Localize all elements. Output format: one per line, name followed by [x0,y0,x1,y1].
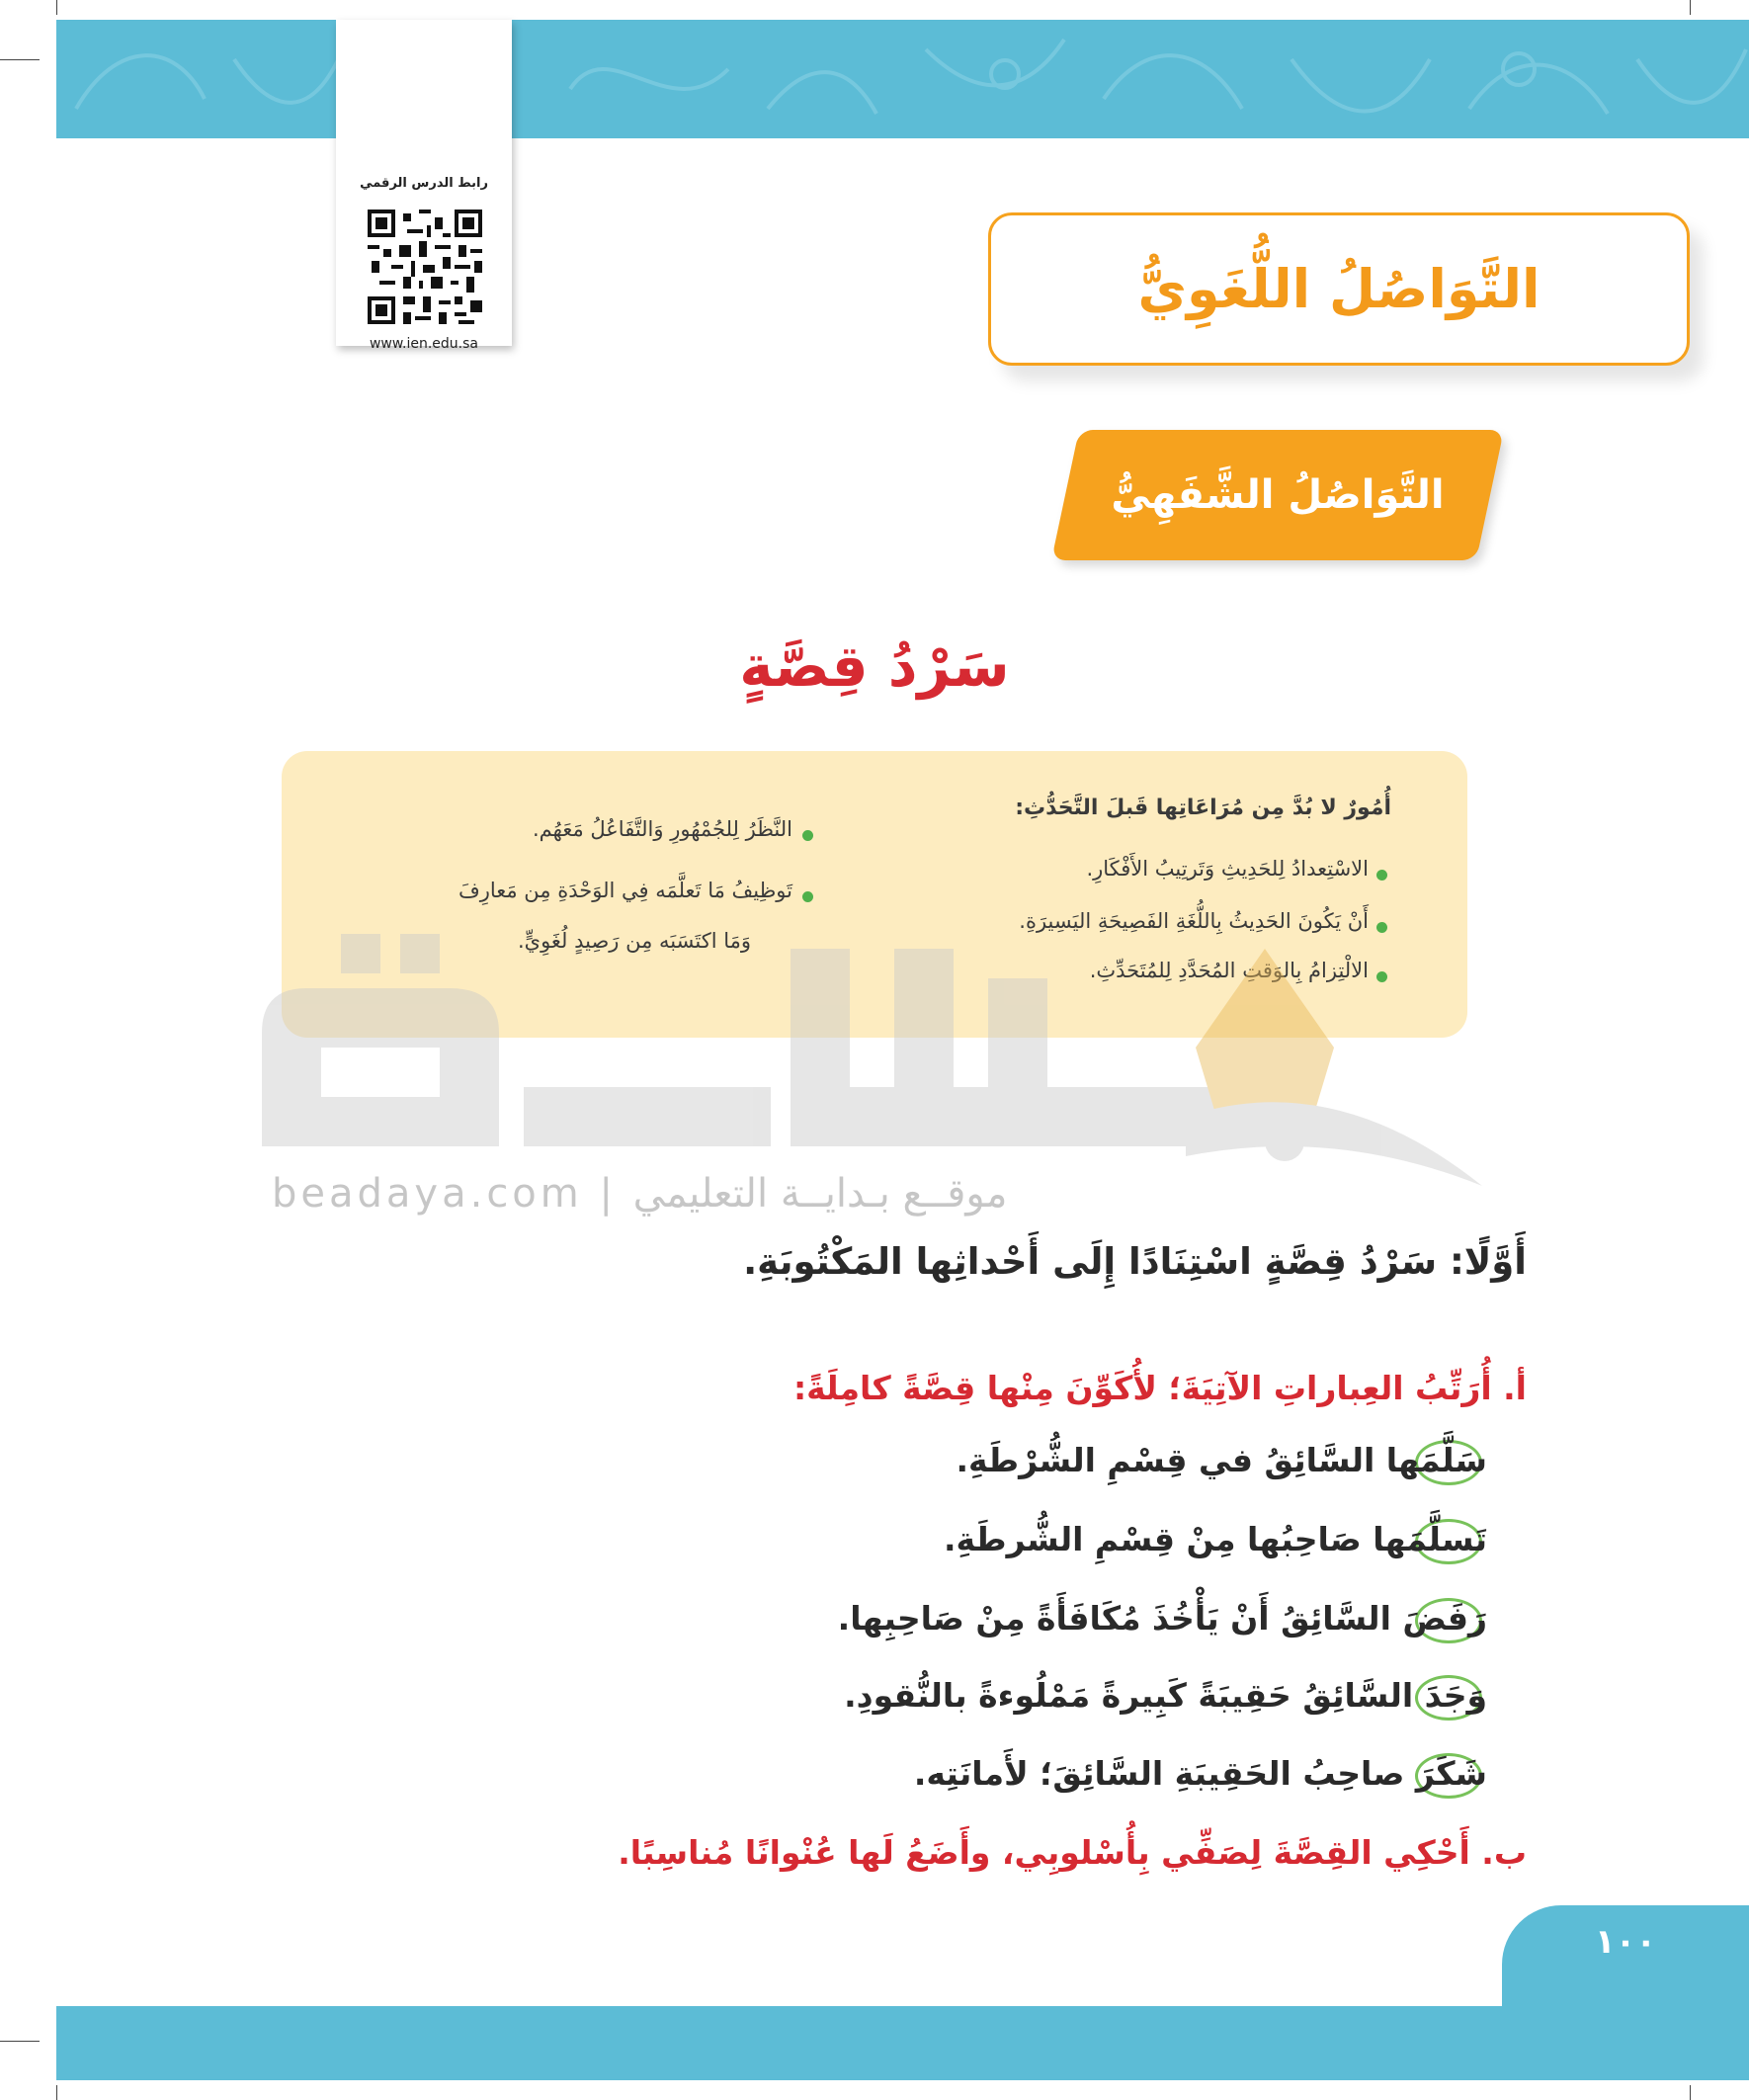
tip-item: الاسْتِعدادُ لِلحَدِيثِ وَتَرتِيبُ الأَفْكَارِ. [1086,857,1369,881]
crop-mark [0,2041,40,2042]
crop-mark [1690,2085,1691,2100]
crop-mark [56,0,57,15]
bullet-icon [1376,870,1387,881]
tip-item: تَوظِيفُ مَا تَعلَّمَه فِي الوَحْدَةِ مِن مَعارِفَ [458,879,792,902]
crop-mark [56,2085,57,2100]
story-item: تَسلَّمَها صَاحِبُها مِنْ قِسْمِ الشُّرطَةِ. [943,1520,1487,1558]
chapter-title: التَّوَاصُلُ اللُّغَوِيُّ [1137,258,1541,320]
lesson-title: سَرْدُ قِصَّةٍ [739,632,1010,700]
qr-label: رابط الدرس الرقمي [360,176,488,191]
calligraphy-pattern [56,20,1749,138]
qr-url[interactable]: www.ien.edu.sa [369,336,479,352]
story-item: رَفَضَ السَّائِقُ أَنْ يَأْخُذَ مُكَافَأَةً مِنْ صَاحِبِها. [837,1599,1487,1638]
top-banner [56,20,1749,138]
tip-item: النَّظَرُ لِلجُمْهُورِ وَالتَّفَاعُلُ مَعَهُم. [532,817,792,841]
page-number: ١٠٠ [1594,1922,1657,1962]
tips-heading: أُمُورٌ لا بُدَّ مِن مُرَاعَاتِها قَبلَ التَّحَدُّثِ: [1015,796,1391,820]
tip-item: الالْتِزامُ بِالوَقتِ المُحَدَّدِ لِلمُتَحَدِّثِ. [1089,959,1369,982]
bullet-icon [1376,971,1387,982]
instruction-b: ب. أَحْكِي القِصَّةَ لِصَفِّي بِأُسْلوبِي، وأَضَعُ لَها عُنْوانًا مُناسِبًا. [618,1833,1527,1872]
qr-card[interactable] [336,20,512,352]
bullet-icon [802,830,813,841]
watermark-text: beadaya.com | موقــع بـدايــة التعليمي [272,1171,1008,1217]
crop-mark [1690,0,1691,15]
instruction-a: أ. أُرَتِّبُ العِباراتِ الآتِيَةَ؛ لأُكَوِّنَ مِنْها قِصَّةً كامِلَةً: [792,1369,1527,1407]
story-item: سَلَّمَها السَّائِقُ في قِسْمِ الشُّرْطَةِ. [956,1441,1487,1479]
qr-code-icon [366,210,484,324]
exercise-heading: أَوَّلًا: سَرْدُ قِصَّةٍ اسْتِنَادًا إِلَى أَحْداثِها المَكْتُوبَةِ. [743,1240,1527,1283]
tip-item: وَمَا اكتَسَبَه مِن رَصِيدٍ لُغَوِيٍّ. [517,929,751,953]
tip-item: أَنْ يَكُونَ الحَدِيثُ بِاللُّغَةِ الفَصِيحَةِ اليَسِيرَةِ. [1019,909,1369,933]
bullet-icon [1376,922,1387,933]
footer-bar [56,2006,1749,2080]
chapter-title-box [988,212,1690,366]
bullet-icon [802,891,813,902]
story-item: شَكَرَ صاحِبُ الحَقِيبَةِ السَّائِقَ؛ لأَمانَتِه. [913,1754,1487,1793]
section-title: التَّوَاصُلُ الشَّفَهِيُّ [1111,472,1445,518]
story-item: وَجَدَ السَّائِقُ حَقِيبَةً كَبِيرةً مَمْلُوءةً بالنُّقودِ. [844,1676,1487,1715]
crop-mark [0,59,40,60]
